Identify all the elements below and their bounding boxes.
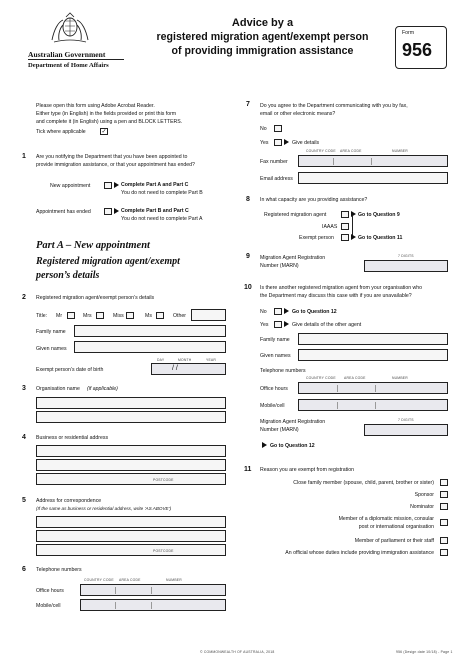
- arrow-icon: [351, 234, 356, 240]
- cell-divider: [333, 158, 334, 165]
- q8-opt3-label: Exempt person: [299, 235, 334, 241]
- q9-marn-field[interactable]: [364, 260, 448, 272]
- q4-question: Business or residential address: [36, 435, 109, 441]
- q7-number-caption: NUMBER: [392, 149, 408, 153]
- title-other-field[interactable]: [191, 309, 226, 321]
- q11-number: 11: [244, 466, 252, 473]
- q11-family-checkbox[interactable]: [440, 479, 448, 486]
- q7-no-checkbox[interactable]: [274, 125, 282, 132]
- q1-opt1-label: New appointment: [50, 183, 91, 189]
- q6-question: Telephone numbers: [36, 567, 82, 573]
- cell-divider: [337, 402, 338, 409]
- q7-question-line1: Do you agree to the Department communicating with you by fax,: [260, 103, 408, 109]
- q11-option-diplomatic-line2: post or international organisation: [358, 524, 434, 530]
- title-miss-label: Miss: [113, 313, 124, 319]
- arrow-icon: [262, 442, 267, 448]
- q2-title-label: Title:: [36, 313, 48, 319]
- part-a-heading: Part A – New appointment: [36, 240, 150, 251]
- q1-opt2-sub: You do not need to complete Part A: [121, 216, 203, 222]
- department-name: Department of Home Affairs: [28, 62, 109, 69]
- q10-yes-instruction: Give details of the other agent: [292, 322, 362, 328]
- q11-diplomatic-checkbox[interactable]: [440, 519, 448, 526]
- q6-office-hours-field[interactable]: [80, 584, 226, 596]
- q11-question: Reason you are exempt from registration: [260, 467, 354, 473]
- q3-question: Organisation name: [36, 386, 80, 392]
- q11-sponsor-checkbox[interactable]: [440, 491, 448, 498]
- q2-family-name-label: Family name: [36, 329, 66, 335]
- q8-number: 8: [246, 196, 250, 203]
- part-a-subheading-line1: Registered migration agent/exempt: [36, 256, 180, 267]
- form-number-box: [395, 26, 447, 69]
- title-ms-label: Ms: [145, 313, 152, 319]
- q10-mobile-label: Mobile/cell: [260, 403, 285, 409]
- q10-marn-label-line2: Number (MARN): [260, 427, 299, 433]
- q8-opt3-goto: Go to Question 11: [358, 235, 403, 241]
- q1-opt1-instruction: Complete Part A and Part C: [121, 182, 189, 188]
- q10-mobile-field[interactable]: [298, 399, 448, 411]
- q7-yes-label: Yes: [260, 140, 269, 146]
- q11-option-parliament: Member of parliament or their staff: [354, 538, 434, 544]
- q11-official-checkbox[interactable]: [440, 549, 448, 556]
- title-mrs-label: Mrs: [83, 313, 92, 319]
- q10-office-hours-field[interactable]: [298, 382, 448, 394]
- q5-address-line2[interactable]: [36, 530, 226, 542]
- q7-fax-field[interactable]: [298, 155, 448, 167]
- q1-opt1-sub: You do not need to complete Part B: [121, 190, 203, 196]
- q2-question: Registered migration agent/exempt person’s details: [36, 295, 155, 301]
- q5-note: (If the same as business or residential address, write ‘AS ABOVE’): [36, 506, 172, 511]
- q10-question-line2: the Department may discuss this case with if you are unavailable?: [260, 293, 412, 299]
- title-miss-checkbox[interactable]: [126, 312, 134, 319]
- title-mrs-checkbox[interactable]: [96, 312, 104, 319]
- q10-marn-field[interactable]: [364, 424, 448, 436]
- q11-nominator-checkbox[interactable]: [440, 503, 448, 510]
- agency-name: Australian Government: [28, 50, 106, 59]
- q8-rma-checkbox[interactable]: [341, 211, 349, 218]
- q2-dob-label: Exempt person’s date of birth: [36, 367, 104, 373]
- q9-number: 9: [246, 253, 250, 260]
- q5-address-line1[interactable]: [36, 516, 226, 528]
- q9-question-line2: Number (MARN): [260, 263, 299, 269]
- q8-opt2-label: IAAAS: [322, 224, 338, 230]
- q6-office-hours-label: Office hours: [36, 588, 64, 594]
- intro-line2: Either type (in English) in the fields provided or print this form: [36, 111, 177, 117]
- cell-divider: [151, 602, 152, 609]
- q7-give-details: Give details: [292, 140, 320, 146]
- q11-option-nominator: Nominator: [410, 504, 434, 510]
- agency-divider: [28, 59, 124, 60]
- q1-question-line2: provide immigration assistance, or that your appointment has ended?: [36, 162, 195, 168]
- q10-question-line1: Is there another registered migration agent from your organisation who: [260, 285, 423, 291]
- q1-appointment-ended-checkbox[interactable]: [104, 208, 112, 215]
- intro-line1: Please open this form using Adobe Acrobat Reader.: [36, 103, 155, 109]
- q10-marn-prefix-caption: 7 DIGITS: [398, 418, 414, 422]
- q7-fax-label: Fax number: [260, 159, 288, 165]
- q7-email-field[interactable]: [298, 172, 448, 184]
- q4-address-line3[interactable]: [36, 473, 226, 485]
- q1-question-line1: Are you notifying the Department that you have been appointed to: [36, 154, 188, 160]
- q3-organisation-line2[interactable]: [36, 411, 226, 423]
- q10-number-caption: NUMBER: [392, 376, 408, 380]
- q7-country-code-caption: COUNTRY CODE: [306, 149, 336, 153]
- dob-month-caption: MONTH: [178, 358, 192, 362]
- q10-country-code-caption: COUNTRY CODE: [306, 376, 336, 380]
- q11-option-family: Close family member (spouse, child, parent, brother or sister): [293, 480, 434, 486]
- q8-opt1-goto: Go to Question 9: [358, 212, 400, 218]
- q9-question-line1: Migration Agent Registration: [260, 255, 326, 261]
- q4-number: 4: [22, 434, 26, 441]
- cell-divider: [375, 385, 376, 392]
- q5-address-line3[interactable]: [36, 544, 226, 556]
- q10-family-name-field[interactable]: [298, 333, 448, 345]
- form-title-line2: registered migration agent/exempt person: [156, 31, 369, 43]
- q10-given-names-field[interactable]: [298, 349, 448, 361]
- cell-divider: [115, 587, 116, 594]
- part-a-subheading-line2: person’s details: [36, 270, 100, 281]
- q5-number: 5: [22, 497, 26, 504]
- q7-area-code-caption: AREA CODE: [340, 149, 362, 153]
- q4-address-line1[interactable]: [36, 445, 226, 457]
- cell-divider: [151, 587, 152, 594]
- arrow-icon: [114, 182, 119, 188]
- arrow-icon: [284, 139, 289, 145]
- q6-country-code-caption: COUNTRY CODE: [84, 578, 114, 582]
- dob-day-caption: DAY: [157, 358, 165, 362]
- title-mr-checkbox[interactable]: [67, 312, 75, 319]
- title-mr-label: Mr: [56, 313, 63, 319]
- cell-divider: [337, 385, 338, 392]
- q1-opt2-label: Appointment has ended: [36, 209, 91, 215]
- form-title-line1: Advice by a: [231, 17, 294, 29]
- q5-question: Address for correspondence: [36, 498, 102, 504]
- q7-yes-checkbox[interactable]: [274, 139, 282, 146]
- q4-postcode-caption: POSTCODE: [153, 478, 174, 482]
- arrow-icon: [284, 321, 289, 327]
- q10-family-name-label: Family name: [260, 337, 290, 343]
- q11-option-sponsor: Sponsor: [414, 492, 434, 498]
- q10-number: 10: [244, 284, 252, 291]
- title-ms-checkbox[interactable]: [156, 312, 164, 319]
- cell-divider: [375, 402, 376, 409]
- q6-number: 6: [22, 566, 26, 573]
- tick-label: Tick where applicable: [36, 129, 86, 135]
- form-label: Form: [402, 30, 415, 36]
- q1-opt2-instruction: Complete Part B and Part C: [121, 208, 189, 214]
- dob-year-caption: YEAR: [206, 358, 217, 362]
- q7-no-label: No: [260, 126, 267, 132]
- dob-separators: / /: [172, 365, 178, 372]
- q10-no-label: No: [260, 309, 267, 315]
- footer-copyright: © COMMONWEALTH OF AUSTRALIA, 2018: [200, 650, 275, 654]
- q8-opt1-label: Registered migration agent: [264, 212, 327, 218]
- q3-organisation-line1[interactable]: [36, 397, 226, 409]
- title-other-label: Other: [173, 313, 186, 319]
- q10-no-checkbox[interactable]: [274, 308, 282, 315]
- q9-prefix-caption: 7 DIGITS: [398, 254, 414, 258]
- q2-dob-field[interactable]: [151, 363, 226, 375]
- q6-area-code-caption: AREA CODE: [119, 578, 141, 582]
- q4-address-line2[interactable]: [36, 459, 226, 471]
- q11-option-official: An official whose duties include providing immigration assistance: [285, 550, 434, 556]
- q10-no-goto: Go to Question 12: [292, 309, 337, 315]
- form-title-line3: of providing immigration assistance: [171, 45, 354, 57]
- q10-given-names-label: Given names: [260, 353, 291, 359]
- q10-yes-checkbox[interactable]: [274, 321, 282, 328]
- bracket-line: [352, 215, 353, 235]
- q10-goto: Go to Question 12: [270, 443, 315, 449]
- q11-option-diplomatic-line1: Member of a diplomatic mission, consular: [338, 516, 434, 522]
- q7-question-line2: email or other electronic means?: [260, 111, 336, 117]
- q11-parliament-checkbox[interactable]: [440, 537, 448, 544]
- q8-question: In what capacity are you providing assistance?: [260, 197, 368, 203]
- q1-number: 1: [22, 153, 26, 160]
- q6-mobile-field[interactable]: [80, 599, 226, 611]
- q1-new-appointment-checkbox[interactable]: [104, 182, 112, 189]
- q3-number: 3: [22, 385, 26, 392]
- q3-note: (if applicable): [87, 386, 118, 392]
- q10-area-code-caption: AREA CODE: [344, 376, 366, 380]
- q6-mobile-label: Mobile/cell: [36, 603, 61, 609]
- arrow-icon: [114, 208, 119, 214]
- q10-yes-label: Yes: [260, 322, 269, 328]
- form-number: 956: [402, 40, 433, 60]
- cell-divider: [371, 158, 372, 165]
- coat-of-arms-icon: [44, 12, 96, 46]
- q2-given-names-label: Given names: [36, 346, 67, 352]
- tick-example: ✓: [101, 129, 107, 135]
- arrow-icon: [284, 308, 289, 314]
- q2-given-names-field[interactable]: [74, 341, 226, 353]
- q8-iaaas-checkbox[interactable]: [341, 223, 349, 230]
- q8-exempt-checkbox[interactable]: [341, 234, 349, 241]
- intro-line3: and complete it (in English) using a pen and BLOCK LETTERS.: [36, 119, 183, 125]
- q10-marn-label-line1: Migration Agent Registration: [260, 419, 326, 425]
- q5-postcode-caption: POSTCODE: [153, 549, 174, 553]
- footer-page-ref: 956 (Design date 10/18) - Page 1: [396, 650, 453, 654]
- q2-family-name-field[interactable]: [74, 325, 226, 337]
- q6-number-caption: NUMBER: [166, 578, 182, 582]
- q10-office-hours-label: Office hours: [260, 386, 288, 392]
- q7-email-label: Email address: [260, 176, 293, 182]
- q7-number: 7: [246, 101, 250, 108]
- cell-divider: [115, 602, 116, 609]
- q10-phone-label: Telephone numbers: [260, 368, 306, 374]
- q2-number: 2: [22, 294, 26, 301]
